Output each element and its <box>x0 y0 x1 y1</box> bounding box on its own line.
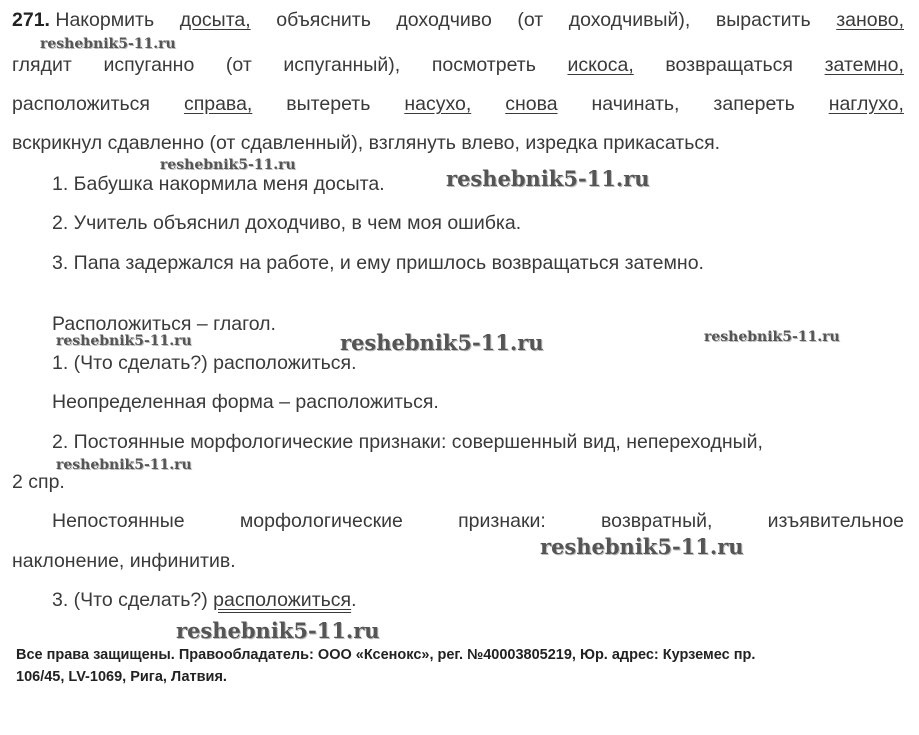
exercise-line-4: вскрикнул сдавленно (от сдавленный), взглянуть влево, изредка прикасаться. <box>12 132 721 154</box>
watermark: reshebnik5-11.ru <box>446 166 650 191</box>
watermark: reshebnik5-11.ru <box>704 329 840 345</box>
analysis-heading: Расположиться – глагол. <box>52 313 276 335</box>
watermark: reshebnik5-11.ru <box>176 618 380 643</box>
watermark: reshebnik5-11.ru <box>56 333 192 349</box>
analysis-infinitive: Неопределенная форма – расположиться. <box>52 391 439 413</box>
word-snova: снова <box>505 93 558 115</box>
word-iskosa: искоса, <box>567 54 634 76</box>
exercise-line-2: глядит испуганно (от испуганный), посмотреть искоса, возвращаться затемно, <box>12 54 904 76</box>
sentence-2: 2. Учитель объяснил доходчиво, в чем моя ошибка. <box>52 212 522 234</box>
analysis-non-constant-cont: наклонение, инфинитив. <box>12 550 236 572</box>
watermark: reshebnik5-11.ru <box>40 36 176 52</box>
watermark: reshebnik5-11.ru <box>540 534 744 559</box>
predicate-word: расположиться <box>213 589 352 611</box>
word-sprava: справа, <box>183 93 253 115</box>
word-dosyta: досыта, <box>179 9 251 31</box>
watermark: reshebnik5-11.ru <box>160 157 296 173</box>
copyright-footer: Все права защищены. Правообладатель: ООО «Ксенокс», рег. №40003805219, Юр. адрес: Курземес пр. 106/45, LV-1069, Рига, Латвия. <box>16 647 756 685</box>
word-zatemno: затемно, <box>824 54 904 76</box>
word-nasukho: насухо, <box>404 93 472 115</box>
exercise-line-3: расположиться справа, вытереть насухо, снова начинать, запереть наглухо, <box>12 93 904 115</box>
sentence-1: 1. Бабушка накормила меня досыта. <box>52 173 385 195</box>
analysis-step-2: 2. Постоянные морфологические признаки: совершенный вид, непереходный, <box>52 431 763 453</box>
analysis-non-constant: Непостоянные морфологические признаки: возвратный, изъявительное <box>52 510 904 532</box>
watermark: reshebnik5-11.ru <box>56 457 192 473</box>
analysis-step-2-cont: 2 спр. <box>12 471 65 493</box>
word-zanovo: заново, <box>836 9 904 31</box>
word-nagluho: наглухо, <box>828 93 904 115</box>
analysis-step-1: 1. (Что сделать?) расположиться. <box>52 352 357 374</box>
exercise-number: 271. <box>12 9 50 31</box>
exercise-line-1: 271. Накормить досыта, объяснить доходчиво (от доходчивый), вырастить заново, <box>12 9 904 31</box>
sentence-3: 3. Папа задержался на работе, и ему пришлось возвращаться затемно. <box>52 252 704 274</box>
watermark: reshebnik5-11.ru <box>340 330 544 355</box>
analysis-step-3: 3. (Что сделать?) расположиться. <box>52 589 357 611</box>
